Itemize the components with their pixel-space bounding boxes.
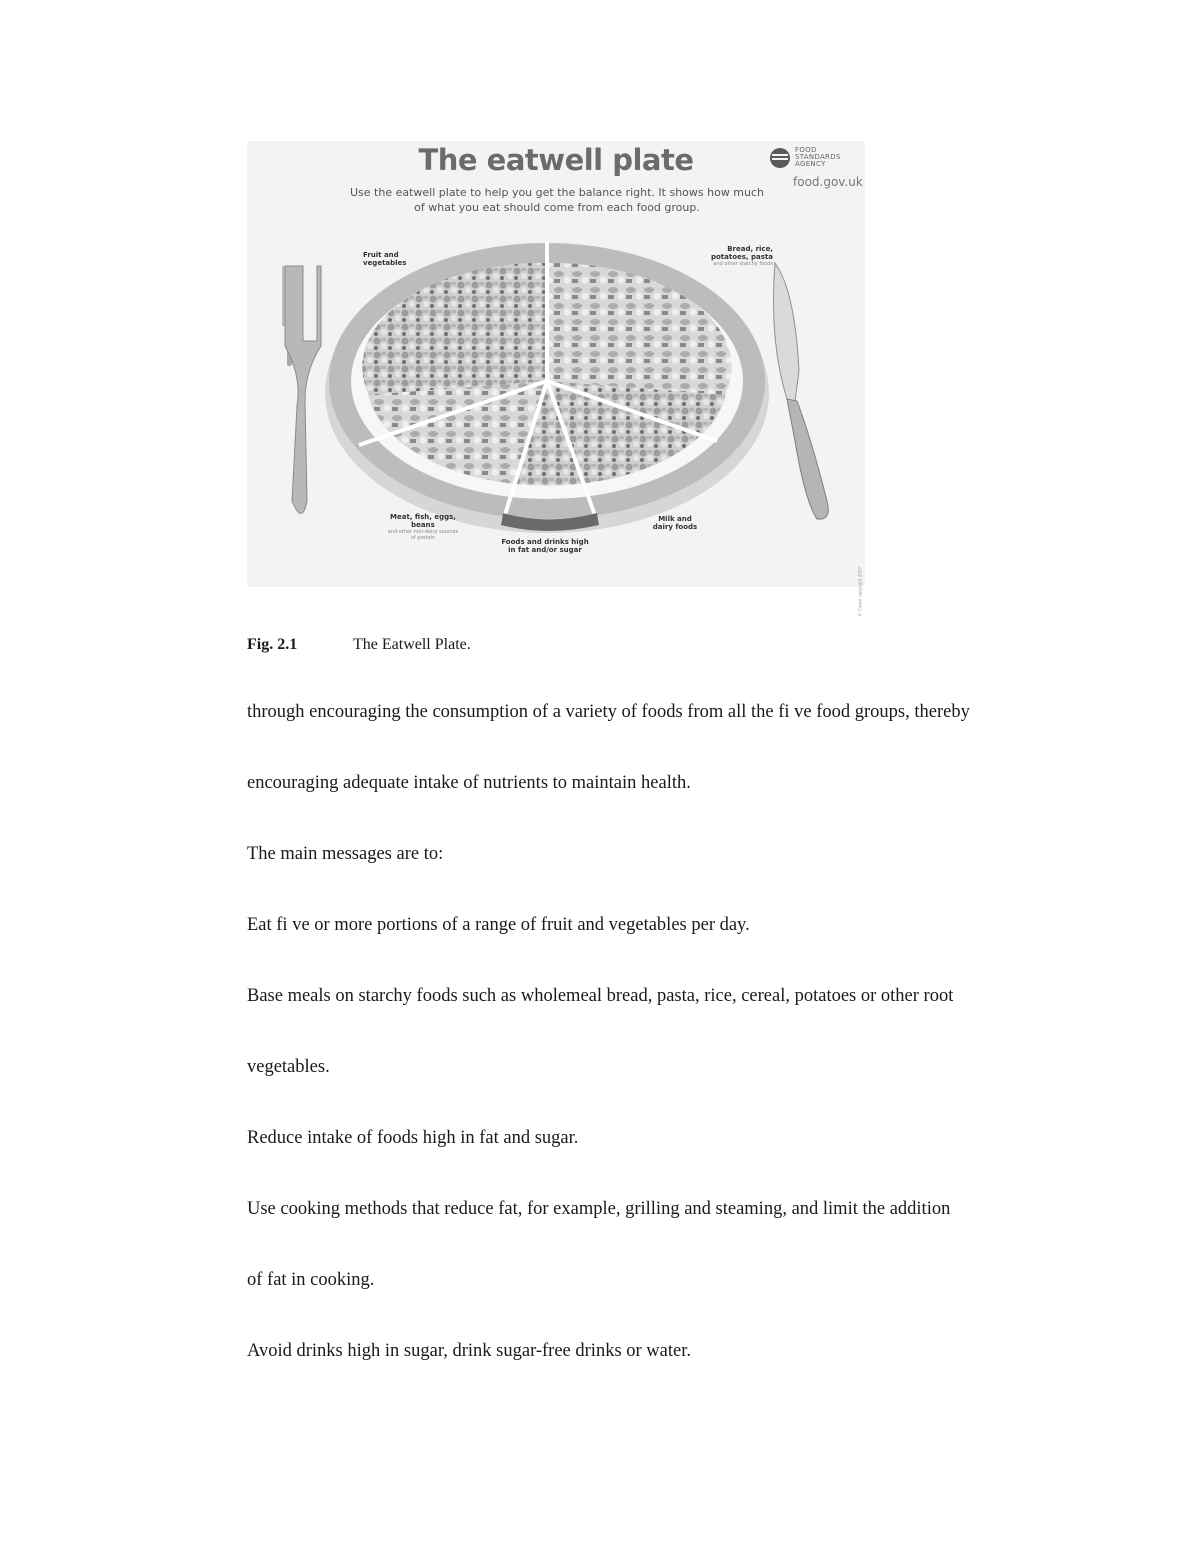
body-line-3: The main messages are to:: [247, 844, 444, 864]
figure-title: The eatwell plate: [418, 143, 694, 177]
label-fat-sugar: Foods and drinks high in fat and/or sugar: [501, 538, 589, 554]
label-starchy-sub: and other starchy foods: [713, 261, 773, 267]
body-line-8: Use cooking methods that reduce fat, for example, grilling and steaming, and limit the addition: [247, 1199, 951, 1219]
knife-icon: [774, 263, 829, 519]
agency-url: food.gov.uk: [793, 175, 863, 189]
caption-text: The Eatwell Plate.: [353, 636, 471, 653]
label-meat-main: Meat, fish, eggs, beans: [390, 513, 456, 529]
agency-name: FOOD STANDARDS AGENCY: [795, 146, 841, 168]
fork-icon: [282, 266, 321, 514]
body-line-7: Reduce intake of foods high in fat and sugar.: [247, 1128, 579, 1148]
label-starchy-main: Bread, rice, potatoes, pasta: [710, 245, 773, 261]
body-line-5: Base meals on starchy foods such as wholemeal bread, pasta, rice, cereal, potatoes or other root: [247, 986, 954, 1006]
label-meat: [387, 513, 459, 541]
label-dairy: Milk and dairy foods: [652, 515, 698, 531]
figure-caption: [247, 636, 471, 654]
copyright-note: © Crown copyright 2007: [858, 567, 863, 617]
eatwell-plate-figure: [247, 141, 865, 617]
body-line-4: Eat fi ve or more portions of a range of fruit and vegetables per day.: [247, 915, 750, 935]
plate-illustration: [247, 141, 865, 587]
body-line-6: vegetables.: [247, 1057, 330, 1077]
body-line-9: of fat in cooking.: [247, 1270, 375, 1290]
label-meat-sub: and other non-dairy sources of protein: [387, 529, 459, 541]
body-line-10: Avoid drinks high in sugar, drink sugar-free drinks or water.: [247, 1341, 691, 1361]
label-fruit-veg: Fruit and vegetables: [363, 251, 407, 267]
label-starchy: [695, 245, 773, 267]
body-line-1: through encouraging the consumption of a variety of foods from all the fi ve food groups, thereby: [247, 702, 970, 722]
caption-number: Fig. 2.1: [247, 636, 298, 653]
body-line-2: encouraging adequate intake of nutrients to maintain health.: [247, 773, 691, 793]
figure-subtitle: Use the eatwell plate to help you get the balance right. It shows how much of what you eat should come from each food group.: [349, 186, 765, 214]
